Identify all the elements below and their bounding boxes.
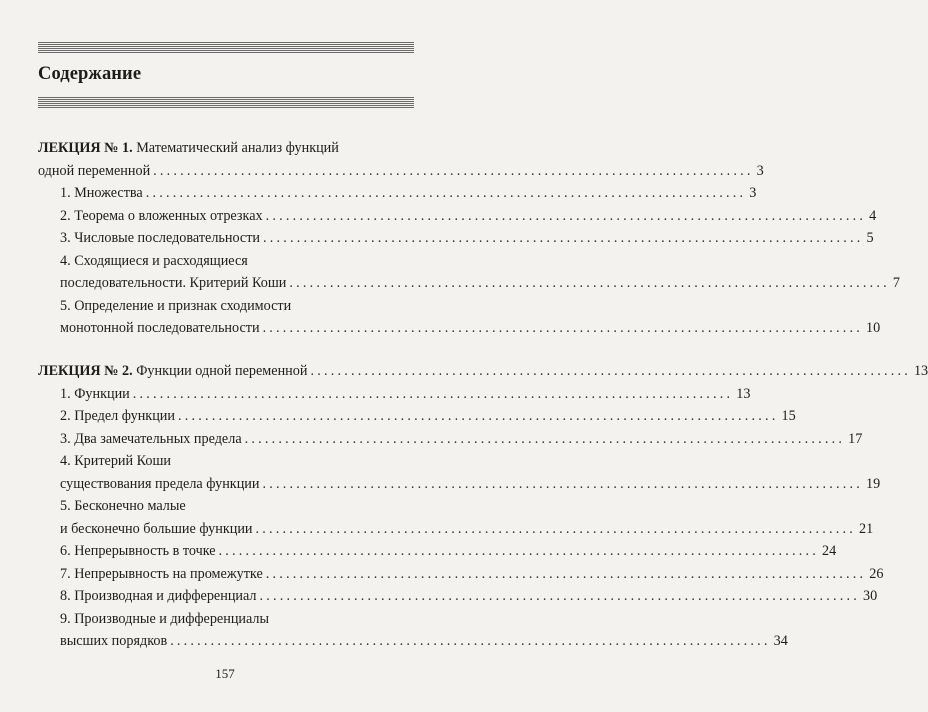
page-number: 157 [215, 666, 235, 681]
toc-item[interactable] [38, 428, 863, 451]
page-ref: 3 [749, 185, 757, 201]
item-title: и бесконечно большие функции [60, 520, 253, 537]
leader-dots: ......................................................................................... [262, 475, 863, 492]
item-title: 2. Теорема о вложенных отрезках [60, 207, 263, 224]
page-ref: 7 [892, 275, 900, 291]
page-ref: 10 [866, 320, 881, 336]
lecture-title: Математический анализ функций [136, 140, 339, 156]
leader-dots: ......................................................................................... [145, 185, 747, 201]
item-title: 2. Предел функции [60, 408, 175, 424]
item-title: 4. Сходящиеся и расходящиеся [60, 252, 248, 269]
page-ref: 5 [866, 230, 874, 246]
page-ref: 13 [913, 363, 928, 379]
page-ref: 15 [781, 408, 796, 424]
item-title: 1. Множества [60, 185, 143, 201]
page-ref: 17 [848, 430, 863, 447]
lecture-title: одной переменной [38, 162, 151, 179]
leader-dots: ......................................................................................... [265, 207, 867, 224]
item-title: 3. Числовые последовательности [60, 230, 261, 246]
page-ref: 19 [865, 475, 881, 492]
toc-item[interactable] [38, 182, 757, 205]
toc-item[interactable] [38, 250, 900, 295]
toc-item[interactable] [38, 227, 874, 250]
leader-dots: ......................................................................................... [310, 363, 911, 379]
leader-dots: ......................................................................................... [265, 565, 867, 582]
item-title: существования предела функции [60, 475, 260, 492]
leader-dots: ......................................................................................... [255, 520, 857, 537]
item-title: 8. Производная и дифференциал [60, 588, 257, 604]
page-ref: 26 [869, 565, 884, 582]
leader-dots: ......................................................................................... [153, 162, 754, 179]
toc-item[interactable] [38, 205, 877, 228]
page-ref: 3 [756, 162, 764, 179]
leader-dots: ......................................................................................... [262, 320, 864, 336]
leader-dots: ......................................................................................... [177, 408, 779, 424]
leader-dots: ......................................................................................... [289, 275, 890, 291]
toc-item[interactable] [38, 540, 837, 563]
toc-item[interactable] [38, 450, 881, 495]
item-title: высших порядков [60, 633, 168, 649]
item-title: монотонной последовательности [60, 320, 260, 336]
leader-dots: ......................................................................................... [132, 385, 734, 402]
top-rule [38, 42, 414, 53]
item-title: 1. Функции [60, 385, 130, 402]
item-title: 5. Бесконечно малые [60, 498, 186, 514]
page-title: Содержание [38, 64, 142, 84]
toc-item[interactable] [38, 495, 874, 540]
leader-dots: ......................................................................................... [263, 230, 864, 246]
leader-dots: ......................................................................................... [218, 543, 820, 559]
page-ref: 13 [736, 385, 751, 402]
leader-dots: ......................................................................................... [259, 588, 860, 604]
item-title: 5. Определение и признак сходимости [60, 297, 292, 314]
page-ref: 30 [863, 588, 878, 604]
lecture-label: ЛЕКЦИЯ № 2. [38, 363, 133, 379]
toc-item[interactable] [38, 383, 751, 406]
item-title: 4. Критерий Коши [60, 453, 172, 469]
lecture-2-block [38, 360, 928, 653]
page-ref: 24 [822, 543, 837, 559]
toc-item[interactable] [38, 295, 881, 340]
leader-dots: ......................................................................................... [170, 633, 771, 649]
item-title: 6. Непрерывность в точке [60, 543, 216, 559]
page-ref: 34 [773, 633, 788, 649]
title-rule [38, 97, 414, 108]
toc-item[interactable] [38, 405, 796, 428]
page-ref: 4 [869, 207, 877, 224]
toc-item[interactable] [38, 585, 878, 608]
page-ref: 21 [859, 520, 874, 537]
toc-item[interactable] [38, 608, 788, 653]
lecture-1-block [38, 137, 900, 340]
item-title: 9. Производные и дифференциалы [60, 610, 270, 627]
toc-lecture-2[interactable] [38, 360, 928, 383]
lecture-label: ЛЕКЦИЯ № 1. [38, 140, 133, 156]
leader-dots: ......................................................................................... [244, 430, 846, 447]
lecture-title: Функции одной переменной [136, 363, 308, 379]
toc-item[interactable] [38, 563, 884, 586]
item-title: 3. Два замечательных предела [60, 430, 242, 447]
item-title: последовательности. Критерий Коши [60, 275, 287, 291]
toc-lecture-1[interactable] [38, 137, 764, 182]
item-title: 7. Непрерывность на промежутке [60, 565, 263, 582]
